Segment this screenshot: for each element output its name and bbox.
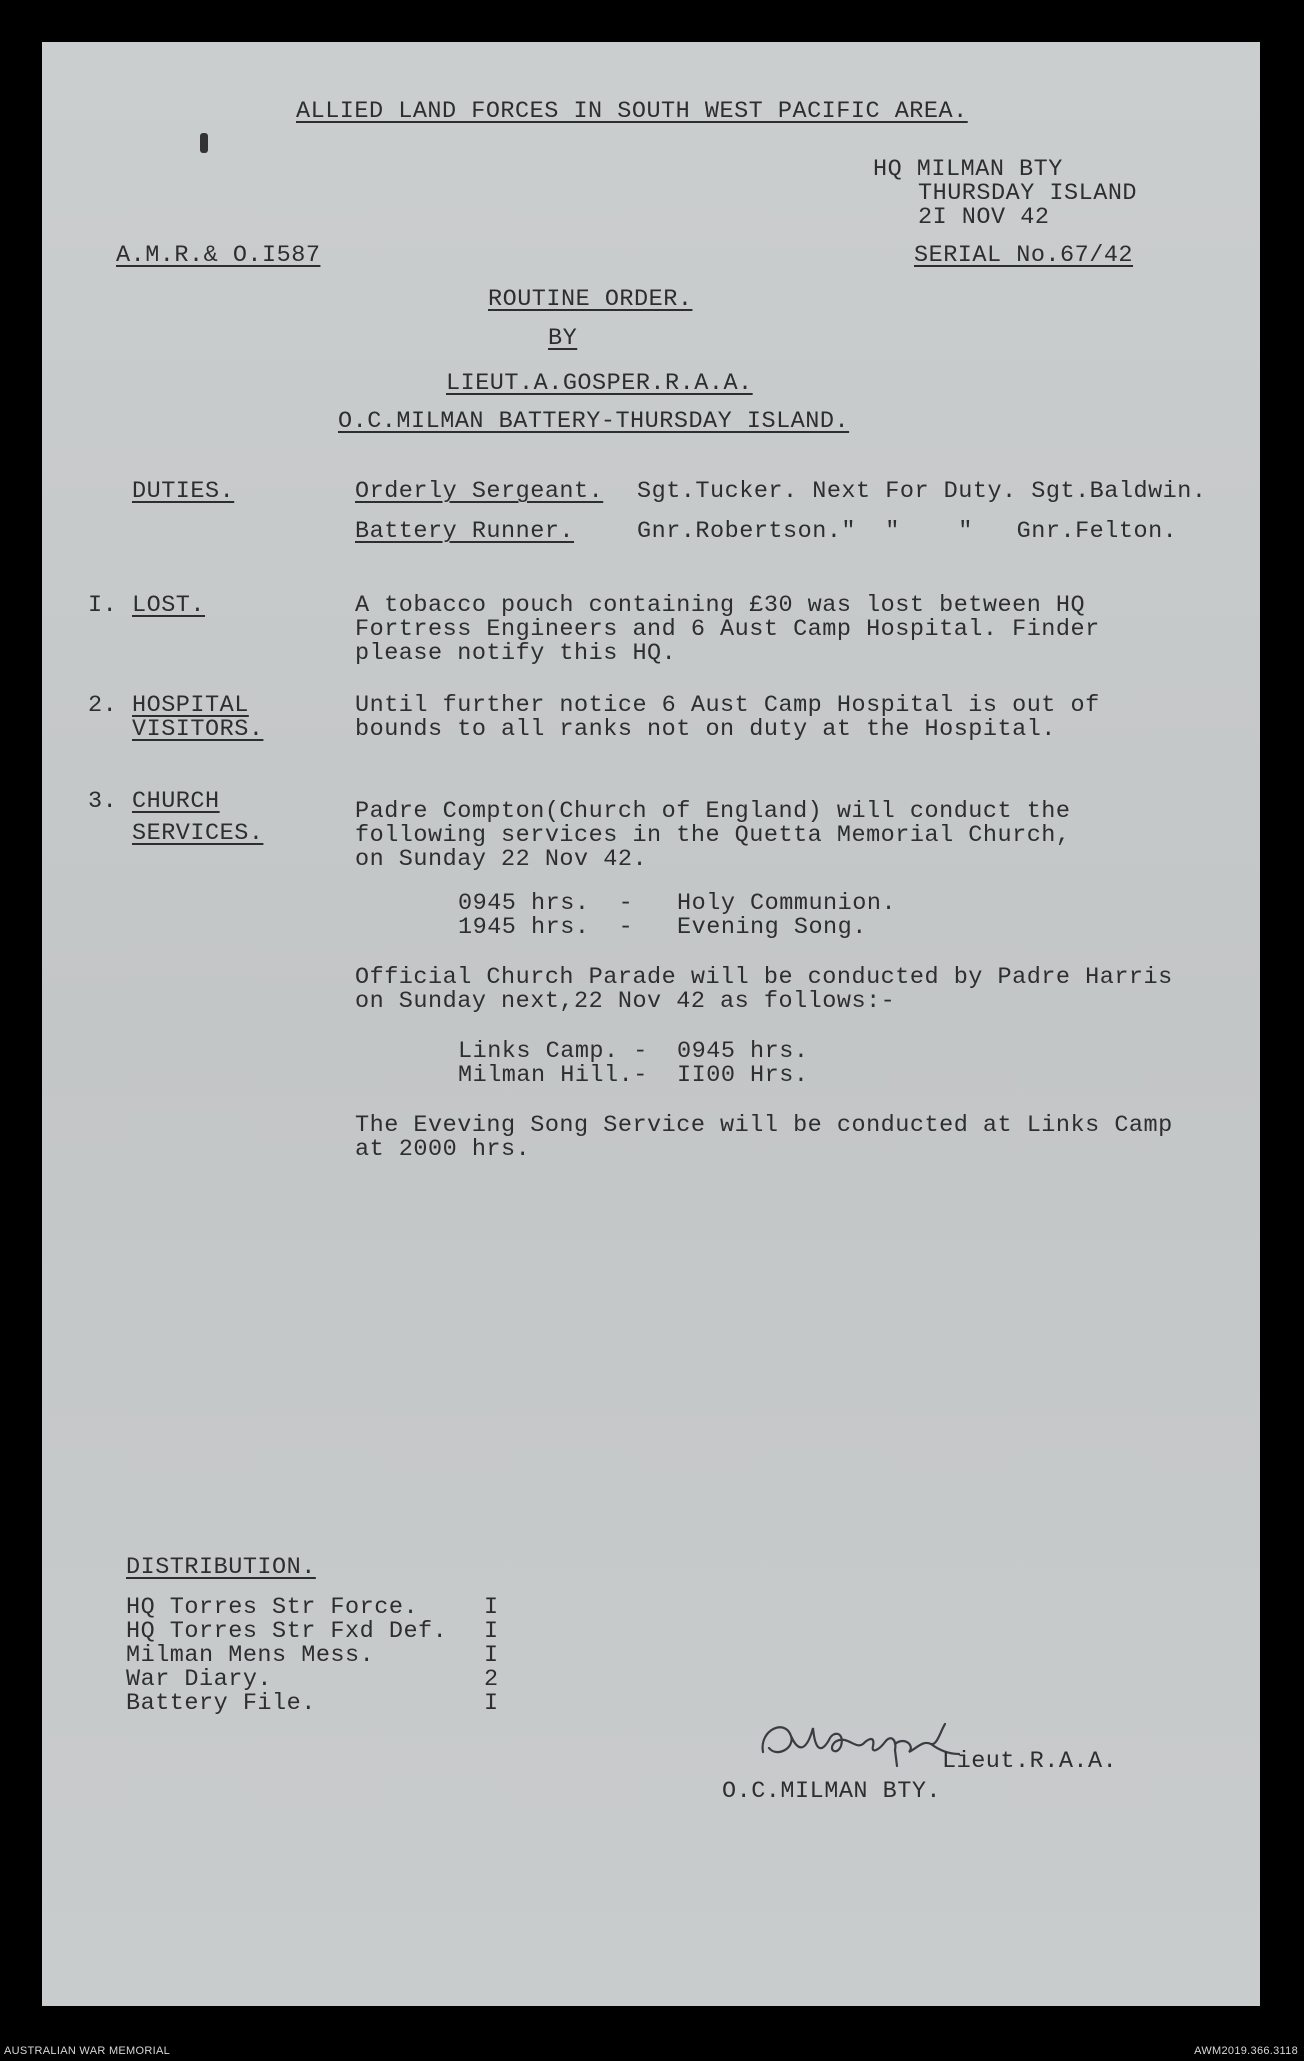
order-by: BY	[548, 325, 578, 352]
distribution-row-qty: 2	[484, 1666, 499, 1693]
signature-title: O.C.MILMAN BTY.	[722, 1778, 942, 1805]
hq-date: 2I NOV 42	[918, 204, 1050, 231]
distribution-row-name: War Diary.	[126, 1666, 273, 1693]
item-2-label-line-2: VISITORS.	[132, 716, 264, 743]
document-heading: ALLIED LAND FORCES IN SOUTH WEST PACIFIC AREA.	[296, 98, 968, 125]
officer-name: LIEUT.A.GOSPER.R.A.A.	[446, 370, 753, 397]
parade-camp-2: Milman Hill.- II00 Hrs.	[458, 1062, 809, 1089]
item-1-line-1: A tobacco pouch containing £30 was lost between HQ	[355, 592, 1086, 619]
evening-service-line-2: at 2000 hrs.	[355, 1136, 531, 1163]
distribution-row-name: HQ Torres Str Force.	[126, 1594, 419, 1621]
duty-battery-runner-detail: Gnr.Robertson." " " Gnr.Felton.	[637, 518, 1178, 545]
duty-role-battery-runner: Battery Runner.	[355, 518, 575, 545]
parade-camp-1: Links Camp. - 0945 hrs.	[458, 1038, 809, 1065]
item-3-label-line-2: SERVICES.	[132, 820, 264, 847]
distribution-row-name: Milman Mens Mess.	[126, 1642, 375, 1669]
parade-line-1: Official Church Parade will be conducted by Padre Harris	[355, 964, 1173, 991]
distribution-row-qty: I	[484, 1594, 499, 1621]
item-3-line-2: following services in the Quetta Memorial Church,	[355, 822, 1071, 849]
serial-number: SERIAL No.67/42	[914, 242, 1134, 269]
item-3-line-3: on Sunday 22 Nov 42.	[355, 846, 648, 873]
ink-mark	[200, 133, 208, 153]
service-time-2: 1945 hrs. - Evening Song.	[458, 914, 867, 941]
item-3-label-line-1: CHURCH	[132, 788, 220, 815]
unit-name: O.C.MILMAN BATTERY-THURSDAY ISLAND.	[338, 408, 850, 435]
distribution-row-qty: I	[484, 1642, 499, 1669]
distribution-label: DISTRIBUTION.	[126, 1554, 316, 1581]
service-time-1: 0945 hrs. - Holy Communion.	[458, 890, 897, 917]
signature-rank: Lieut.R.A.A.	[942, 1748, 1118, 1775]
hq-address-line-1: HQ MILMAN BTY	[873, 156, 1063, 183]
item-2-line-1: Until further notice 6 Aust Camp Hospital is out of	[355, 692, 1100, 719]
item-3-line-1: Padre Compton(Church of England) will conduct the	[355, 798, 1071, 825]
item-2-line-2: bounds to all ranks not on duty at the Hospital.	[355, 716, 1056, 743]
item-1-label: LOST.	[132, 592, 206, 619]
distribution-row-qty: I	[484, 1618, 499, 1645]
distribution-row-qty: I	[484, 1690, 499, 1717]
duty-role-orderly-sergeant: Orderly Sergeant.	[355, 478, 604, 505]
footer-institution: AUSTRALIAN WAR MEMORIAL	[4, 2045, 171, 2057]
duty-orderly-sergeant-detail: Sgt.Tucker. Next For Duty. Sgt.Baldwin.	[637, 478, 1207, 505]
evening-service-line-1: The Eveving Song Service will be conducted at Links Camp	[355, 1112, 1173, 1139]
order-title: ROUTINE ORDER.	[488, 286, 693, 313]
item-1-line-2: Fortress Engineers and 6 Aust Camp Hospital. Finder	[355, 616, 1100, 643]
duties-label: DUTIES.	[132, 478, 235, 505]
item-2-number: 2.	[88, 692, 118, 719]
item-3-number: 3.	[88, 788, 118, 815]
item-1-line-3: please notify this HQ.	[355, 640, 677, 667]
parade-line-2: on Sunday next,22 Nov 42 as follows:-	[355, 988, 896, 1015]
reference-number: A.M.R.& O.I587	[116, 242, 321, 269]
item-1-number: I.	[88, 592, 118, 619]
handwritten-signature	[755, 1710, 970, 1770]
hq-address-line-2: THURSDAY ISLAND	[918, 180, 1138, 207]
distribution-row-name: Battery File.	[126, 1690, 316, 1717]
footer-accession-number: AWM2019.366.3118	[1194, 2045, 1298, 2057]
distribution-row-name: HQ Torres Str Fxd Def.	[126, 1618, 448, 1645]
item-2-label-line-1: HOSPITAL	[132, 692, 249, 719]
